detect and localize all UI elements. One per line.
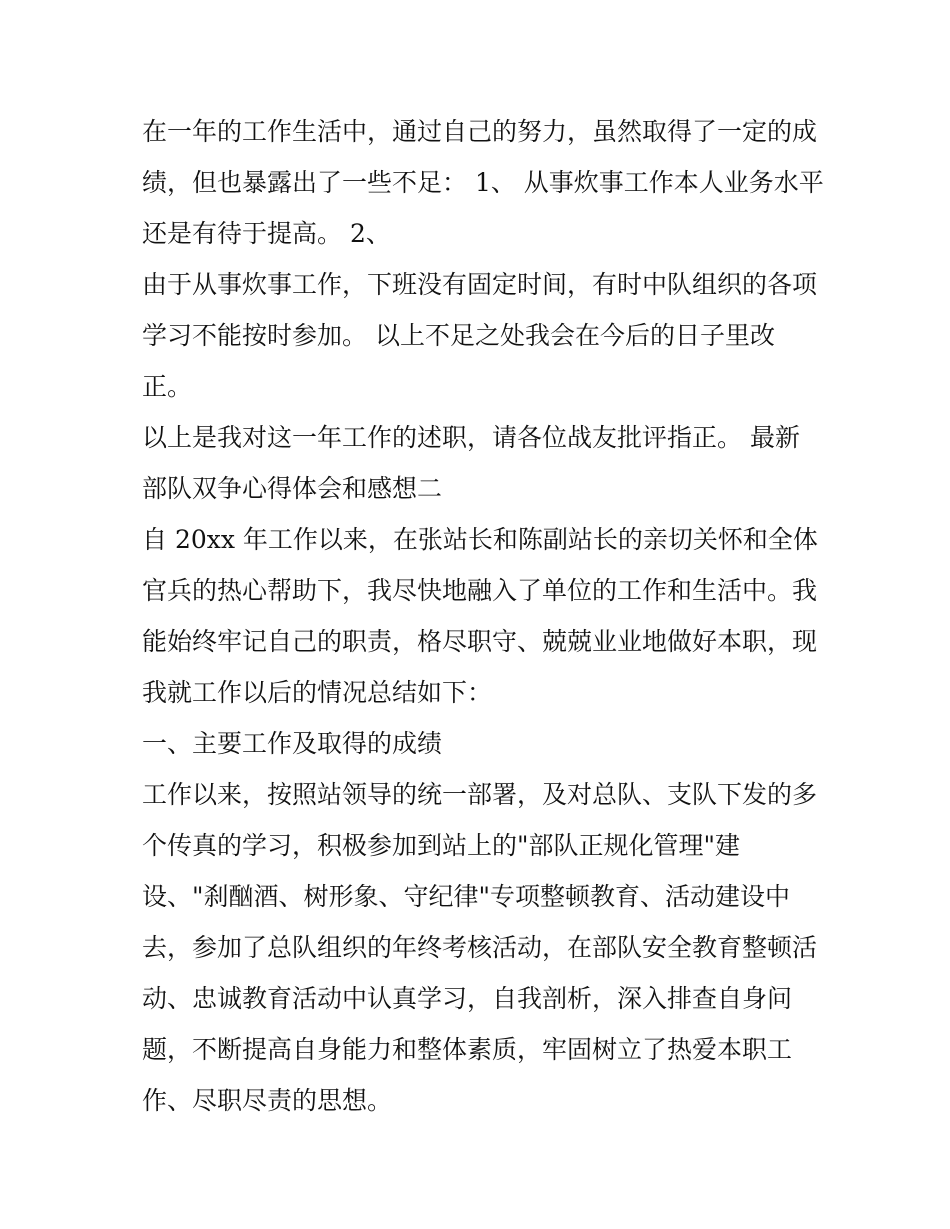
text-line: 官兵的热心帮助下，我尽快地融入了单位的工作和生活中。我 <box>142 576 818 605</box>
section-heading: 一、主要工作及取得的成绩 <box>142 729 443 758</box>
text-line: 自 20xx 年工作以来，在张站长和陈副站长的亲切关怀和全体 <box>142 525 818 554</box>
text-line: 学习不能按时参加。 以上不足之处我会在今后的日子里改 <box>142 321 775 350</box>
text-line: 设、"刹酗酒、树形象、守纪律"专项整顿教育、活动建设中 <box>142 882 791 911</box>
text-line: 工作以来，按照站领导的统一部署，及对总队、支队下发的多 <box>142 780 818 809</box>
text-line: 个传真的学习，积极参加到站上的"部队正规化管理"建 <box>142 831 741 860</box>
text-line: 还是有待于提高。 2、 <box>142 219 391 248</box>
section-title: 部队双争心得体会和感想二 <box>142 474 443 503</box>
text-line: 我就工作以后的情况总结如下： <box>142 678 493 707</box>
document-body <box>142 106 822 1126</box>
text-line: 作、尽职尽责的思想。 <box>142 1086 393 1115</box>
text-line: 题，不断提高自身能力和整体素质，牢固树立了热爱本职工 <box>142 1035 793 1064</box>
text-line: 去，参加了总队组织的年终考核活动，在部队安全教育整顿活 <box>142 933 818 962</box>
text-line: 能始终牢记自己的职责，格尽职守、兢兢业业地做好本职，现 <box>142 627 818 656</box>
text-line: 在一年的工作生活中，通过自己的努力，虽然取得了一定的成 <box>142 117 818 146</box>
text-line: 以上是我对这一年工作的述职，请各位战友批评指正。 最新 <box>142 423 800 452</box>
text-line: 由于从事炊事工作，下班没有固定时间，有时中队组织的各项 <box>142 270 818 299</box>
text-line: 绩，但也暴露出了一些不足： 1、 从事炊事工作本人业务水平 <box>142 168 824 197</box>
text-line: 动、忠诚教育活动中认真学习，自我剖析，深入排查自身问 <box>142 984 793 1013</box>
text-line: 正。 <box>142 372 193 401</box>
